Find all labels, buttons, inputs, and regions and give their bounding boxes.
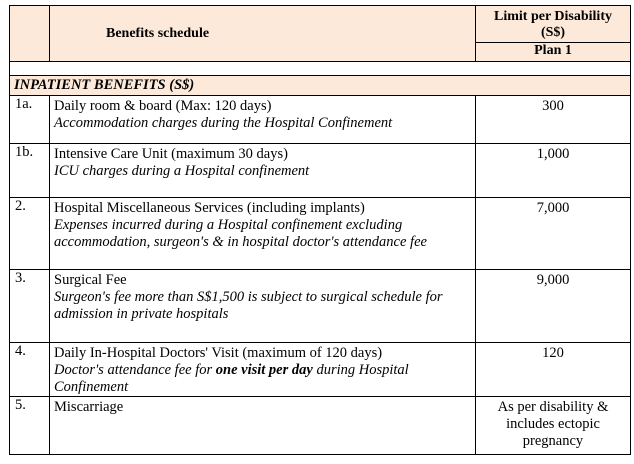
row-detail-pre: Doctor's attendance fee for (54, 362, 216, 378)
row-title: Miscarriage (54, 399, 124, 415)
benefits-table (9, 5, 631, 455)
row-number: 1b. (10, 144, 50, 198)
row-detail: Surgeon's fee more than S$1,500 is subject to surgical schedule for admission in private hospitals (54, 289, 443, 322)
limit-heading-line2: (S$) (540, 24, 566, 40)
row-number: 1a. (10, 96, 50, 144)
row-value: As per disability & includes ectopic pregnancy (476, 397, 631, 455)
row-number: 2. (10, 198, 50, 270)
row-detail (54, 362, 471, 396)
row-title: Daily In-Hospital Doctors' Visit (maximum of 120 days) (54, 345, 383, 361)
row-detail: Accommodation charges during the Hospital Confinement (54, 115, 393, 131)
row-detail: ICU charges during a Hospital confinement (54, 163, 310, 179)
row-number: 5. (10, 397, 50, 455)
row-title: Hospital Miscellaneous Services (including implants) (54, 200, 365, 216)
row-description (50, 96, 476, 144)
row-title: Surgical Fee (54, 272, 127, 288)
table-row (10, 270, 631, 343)
row-description (50, 144, 476, 198)
row-value: 300 (476, 96, 631, 144)
row-value: 9,000 (476, 270, 631, 343)
row-description (50, 397, 476, 455)
section-header-row (10, 76, 631, 96)
table-row (10, 144, 631, 198)
row-detail: Expenses incurred during a Hospital confinement excluding accommodation, surgeon's & in hospital doctor's attendance fee (54, 217, 427, 250)
row-detail-post: during Hospital Confinement (54, 362, 409, 395)
benefits-schedule-heading: Benefits schedule (50, 6, 476, 62)
row-title: Daily room & board (Max: 120 days) (54, 98, 272, 114)
row-description (50, 198, 476, 270)
table-header-row (10, 6, 631, 62)
section-title: INPATIENT BENEFITS (S$) (10, 76, 631, 96)
header-empty-cell (10, 6, 50, 62)
row-number: 4. (10, 343, 50, 397)
limit-heading-line1: Limit per Disability (494, 8, 612, 24)
table-row (10, 198, 631, 270)
table-row (10, 96, 631, 144)
row-value: 1,000 (476, 144, 631, 198)
spacer-row (10, 62, 631, 76)
row-description (50, 270, 476, 343)
plan-label: Plan 1 (476, 42, 630, 59)
row-description (50, 343, 476, 397)
row-number: 3. (10, 270, 50, 343)
row-title: Intensive Care Unit (maximum 30 days) (54, 146, 288, 162)
row-detail-emphasis: one visit per day (215, 362, 313, 378)
table-row (10, 343, 631, 397)
table-row (10, 397, 631, 455)
row-value: 7,000 (476, 198, 631, 270)
row-value: 120 (476, 343, 631, 397)
limit-column-heading (476, 6, 631, 62)
